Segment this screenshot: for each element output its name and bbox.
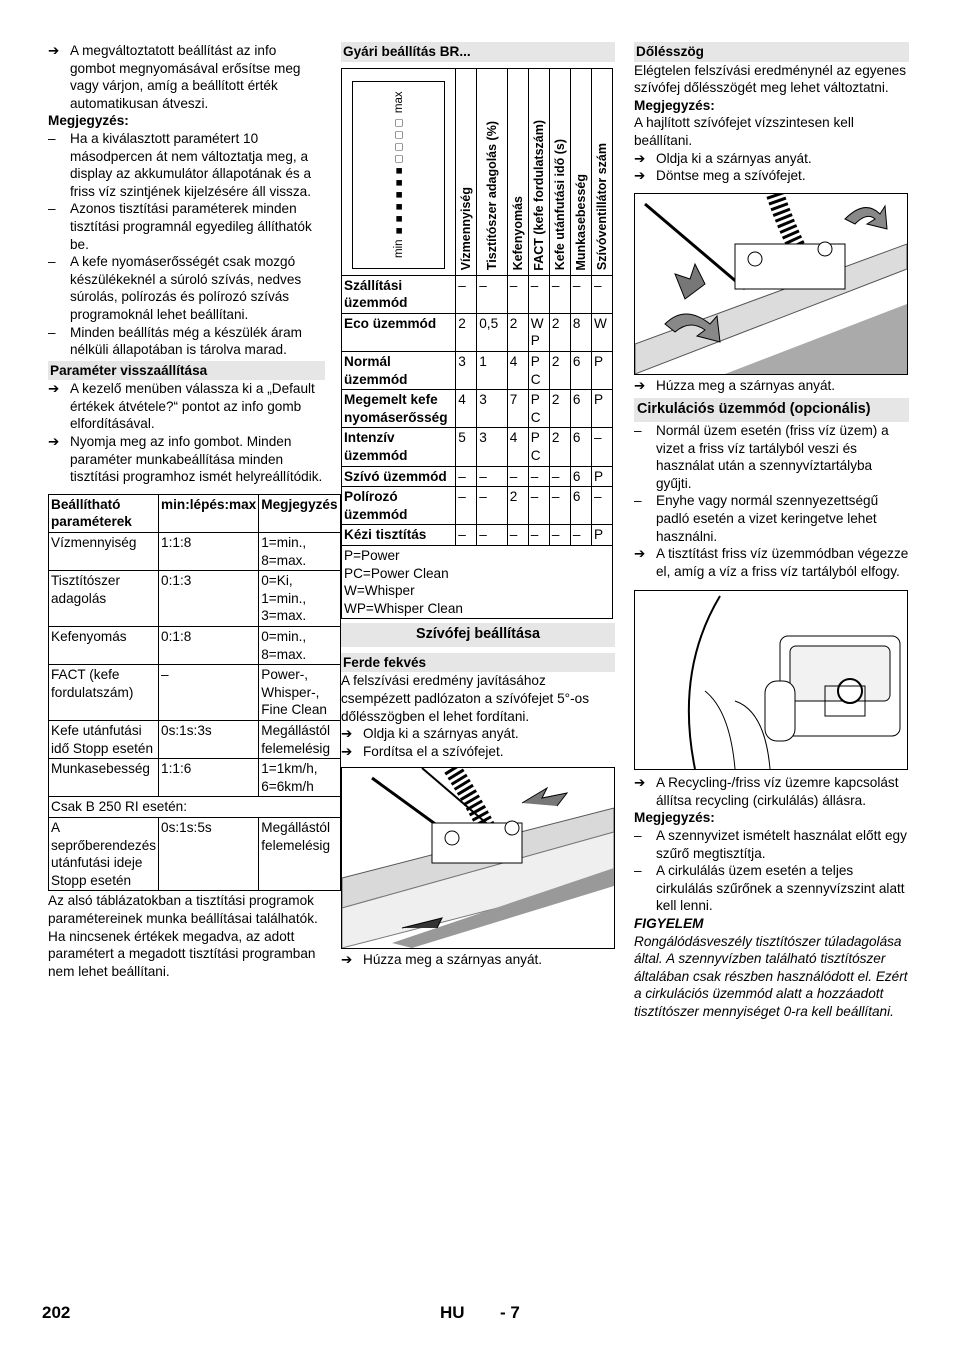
table-cell: 1:1:8 (159, 533, 259, 571)
table-cell: – (477, 487, 508, 525)
column-header: Tisztítószer adagolás (%) (477, 68, 508, 275)
right-arrow-icon: ➔ (634, 168, 646, 184)
right-arrow-icon: ➔ (48, 381, 60, 397)
dash-icon: – (48, 201, 56, 217)
instruction-step: ➔ Oldja ki a szárnyas anyát. (634, 150, 812, 166)
column-header: Munkasebesség (570, 68, 591, 275)
table-cell: Kefenyomás (49, 627, 159, 665)
table-cell: – (528, 487, 549, 525)
legend-item: PC=Power Clean (344, 565, 449, 581)
table-row (342, 390, 613, 428)
list-item: – Normál üzem esetén (friss víz üzem) a vizet a friss víz tartályból veszi és használat után a szennyvíztartályba gyűjti. (634, 422, 889, 491)
legend-item: P=Power (344, 547, 400, 563)
row-label: Eco üzemmód (342, 313, 456, 351)
table-row (49, 665, 341, 721)
recycling-switch-figure (634, 590, 908, 770)
table-cell: 1=min., 8=max. (259, 533, 340, 571)
table-cell: 0=min., 8=max. (259, 627, 340, 665)
left-column (48, 42, 338, 980)
instruction-step: ➔ Oldja ki a szárnyas anyát. (341, 726, 519, 742)
reset-heading: Paraméter visszaállítása (48, 361, 325, 381)
right-arrow-icon: ➔ (341, 952, 353, 968)
dash-icon: – (634, 863, 642, 879)
table-row (49, 571, 341, 627)
table-cell: 5 (456, 428, 477, 466)
instruction-step: ➔ Húzza meg a szárnyas anyát. (634, 377, 836, 393)
table-cell: 4 (507, 428, 528, 466)
row-label: Megemelt kefe nyomáserősség (342, 390, 456, 428)
table-cell: P (591, 466, 612, 487)
factory-heading: Gyári beállítás BR... (341, 42, 615, 62)
language-code: HU (440, 1303, 465, 1322)
table-cell: – (507, 275, 528, 313)
table-cell: 2 (549, 351, 570, 389)
warning-text: Rongálódásveszély tisztítószer túladagolása által. A szennyvízben található tisztítószer általában csak részben használódott el. Ezért a cirkulációs üzemmód alatt a hozzáadott tisztítószer mennyiséget 0-ra kell beállítani. (634, 933, 908, 1019)
note-item: – A kefe nyomáserősségét csak mozgó készülékeknél a súroló szívás, nedves súrolás, polírozás és polírozó szívás programoknál lehet beállítani. (48, 254, 302, 322)
row-label: Kézi tisztítás (342, 525, 456, 546)
column-header: Szívóventillátor szám (591, 68, 612, 275)
table-header: min:lépés:max (159, 494, 259, 532)
table-cell: – (456, 525, 477, 546)
column-header: Vízmennyiség (456, 68, 477, 275)
table-cell: – (477, 275, 508, 313)
dash-icon: – (634, 422, 642, 438)
table-row (342, 313, 613, 351)
right-arrow-icon: ➔ (48, 434, 60, 450)
table-cell: – (549, 525, 570, 546)
table-cell: 2 (549, 390, 570, 428)
instruction-step: ➔ Döntse meg a szívófejet. (634, 168, 806, 184)
table-cell: 4 (456, 390, 477, 428)
table-cell: – (591, 428, 612, 466)
row-label: Intenzív üzemmód (342, 428, 456, 466)
dash-icon: – (48, 254, 56, 270)
dash-icon: – (48, 130, 56, 146)
table-cell: – (528, 466, 549, 487)
table-row (49, 797, 341, 818)
column-header: Kefe utánfutási idő (s) (549, 68, 570, 275)
table-cell: P (591, 525, 612, 546)
note-title: Megjegyzés: (634, 97, 715, 113)
table-cell: 0s:1s:3s (159, 720, 259, 758)
note-item: – Ha a kiválasztott paramétert 10 másodpercen át nem változtatja meg, a display az akkumulátor állapotának és a friss víz szintjének kijelzésére áll vissza. (48, 130, 312, 199)
instruction-step: ➔ Fordítsa el a szívófejet. (341, 743, 504, 759)
table-cell: – (549, 466, 570, 487)
table-cell: WP (528, 313, 549, 351)
table-cell: 0,5 (477, 313, 508, 351)
table-cell: PC (528, 428, 549, 466)
table-cell: 6 (570, 487, 591, 525)
table-row (49, 533, 341, 571)
table-cell: – (456, 487, 477, 525)
note-item: – Azonos tisztítási paraméterek minden tisztítási programnál egyedileg állíthatók be. (48, 201, 312, 252)
legend-cell (342, 545, 613, 618)
dash-icon: – (634, 493, 642, 509)
scale-header (342, 68, 456, 275)
instruction-step: ➔ Húzza meg a szárnyas anyát. (341, 952, 543, 968)
note-title: Megjegyzés: (48, 113, 129, 129)
right-arrow-icon: ➔ (634, 546, 646, 562)
table-row (342, 487, 613, 525)
table-cell: 6 (570, 390, 591, 428)
page-number: 202 (42, 1303, 71, 1322)
suction-head-rotate-figure (341, 767, 615, 949)
table-row (342, 428, 613, 466)
table-cell: 0=Ki, 1=min., 3=max. (259, 571, 340, 627)
paragraph: Elégtelen felszívási eredménynél az egyenes szívófej dőlésszögét meg lehet változtatni. (634, 62, 907, 96)
table-cell: Tisztítószer adagolás (49, 571, 159, 627)
column-header: Kefenyomás (507, 68, 528, 275)
right-arrow-icon: ➔ (634, 377, 646, 393)
suction-head-tilt-figure (634, 193, 908, 375)
section-title: Szívófej beállítása (341, 623, 615, 647)
row-label: Polírozó üzemmód (342, 487, 456, 525)
table-cell: Megállástól felemelésig (259, 817, 340, 890)
table-cell: – (549, 275, 570, 313)
table-cell: Csak B 250 RI esetén: (49, 797, 341, 818)
table-cell: – (528, 275, 549, 313)
scale-box (352, 81, 445, 269)
table-cell: W (591, 313, 612, 351)
scale-label: min ■■■■■■□□□□ max (392, 91, 405, 258)
right-arrow-icon: ➔ (341, 743, 353, 759)
column-header: FACT (kefe fordulatszám) (528, 68, 549, 275)
dash-icon: – (48, 324, 56, 340)
table-cell: 0s:1s:5s (159, 817, 259, 890)
note-item: – A szennyvizet ismételt használat előtt egy szűrő megtisztítja. (634, 828, 907, 861)
table-cell: 4 (507, 351, 528, 389)
table-row (49, 759, 341, 797)
instruction-step: ➔ A tisztítást friss víz üzemmódban végezze el, amíg a víz a friss víz tartályból elfogy. (634, 546, 909, 579)
table-cell: – (456, 466, 477, 487)
table-cell: 6 (570, 428, 591, 466)
table-cell: – (507, 525, 528, 546)
table-cell: 8 (570, 313, 591, 351)
table-cell: 3 (477, 390, 508, 428)
table-cell: 2 (507, 313, 528, 351)
table-header-row (49, 494, 341, 532)
circulation-heading: Cirkulációs üzemmód (opcionális) (634, 398, 909, 422)
right-arrow-icon: ➔ (634, 775, 646, 791)
right-arrow-icon: ➔ (48, 43, 60, 58)
sub-heading: Ferde fekvés (341, 653, 615, 673)
legend-item: W=Whisper (344, 583, 415, 599)
table-header-row (342, 68, 613, 275)
row-label: Normál üzemmód (342, 351, 456, 389)
tilt-heading: Dőlésszög (634, 42, 909, 62)
paragraph: A felszívási eredmény javításához csempézett padlózaton a szívófejet 5°-os dőlésszögben el lehet fordítani. (341, 673, 589, 724)
right-column (634, 42, 909, 1021)
table-cell: FACT (kefe fordulatszám) (49, 665, 159, 721)
table-cell: 3 (456, 351, 477, 389)
table-row (342, 525, 613, 546)
paragraph: A hajlított szívófejet vízszintesen kell beállítani. (634, 115, 854, 148)
table-cell: 3 (477, 428, 508, 466)
table-cell: – (570, 525, 591, 546)
table-cell: – (591, 275, 612, 313)
legend-item: WP=Whisper Clean (344, 600, 463, 616)
table-row (342, 351, 613, 389)
table-cell: 2 (456, 313, 477, 351)
instruction-step: ➔ A megváltoztatott beállítást az info gombot megnyomásával erősítse meg vagy várjon, amíg a beállított érték automatikusan átveszi. (48, 43, 301, 111)
table-cell: – (456, 275, 477, 313)
warning-title: FIGYELEM (634, 916, 704, 932)
table-cell: – (570, 275, 591, 313)
middle-column (341, 42, 615, 969)
table-header: Beállítható paraméterek (49, 494, 159, 532)
table-cell: Power-, Whisper-, Fine Clean (259, 665, 340, 721)
note-item: – Minden beállítás még a készülék áram nélküli állapotában is tárolva marad. (48, 324, 302, 358)
table-cell: PC (528, 390, 549, 428)
table-cell: 6 (570, 351, 591, 389)
table-cell: A seprőberendezés utánfutási ideje Stopp esetén (49, 817, 159, 890)
legend-row (342, 545, 613, 618)
table-cell: 2 (549, 313, 570, 351)
table-row (49, 720, 341, 758)
note-title: Megjegyzés: (634, 810, 715, 826)
instruction-step: ➔ A kezelő menüben válassza ki a „Default értékek átvétele?“ pontot az info gomb elfordításával. (48, 381, 315, 432)
table-cell: 1=1km/h, 6=6km/h (259, 759, 340, 797)
table-cell: – (591, 487, 612, 525)
right-arrow-icon: ➔ (634, 150, 646, 166)
closing-paragraph: Az alsó táblázatokban a tisztítási programok paramétereinek munka beállításai találhatók. Ha nincsenek értékek megadva, az adott paramétert a megadott tisztítási programban nem lehet beállítani. (48, 893, 318, 979)
table-row (49, 817, 341, 890)
table-cell: 0:1:8 (159, 627, 259, 665)
table-cell: Vízmennyiség (49, 533, 159, 571)
tilt-illustration (635, 194, 907, 374)
table-cell: – (549, 487, 570, 525)
table-cell: 0:1:3 (159, 571, 259, 627)
table-cell: 1:1:6 (159, 759, 259, 797)
table-row (49, 627, 341, 665)
instruction-step: ➔ A Recycling-/friss víz üzemre kapcsolást állítsa recycling (cirkulálás) állásra. (634, 775, 899, 808)
table-cell: 6 (570, 466, 591, 487)
list-item: – Enyhe vagy normál szennyezettségű padló esetén a vizet keringetve lehet használni. (634, 493, 879, 544)
parameter-table (48, 494, 341, 891)
table-cell: – (159, 665, 259, 721)
table-cell: 1 (477, 351, 508, 389)
recycling-switch-illustration (635, 591, 907, 769)
table-cell: – (477, 466, 508, 487)
table-row (342, 466, 613, 487)
table-cell: 7 (507, 390, 528, 428)
table-cell: PC (528, 351, 549, 389)
row-label: Szívó üzemmód (342, 466, 456, 487)
table-row (342, 275, 613, 313)
table-cell: – (477, 525, 508, 546)
dash-icon: – (634, 828, 642, 844)
table-cell: P (591, 351, 612, 389)
factory-settings-table (341, 68, 613, 620)
note-item: – A cirkulálás üzem esetén a teljes cirkulálás szűrőnek a szennyvízszint alatt kell lenni. (634, 863, 905, 914)
page-reference: - 7 (500, 1303, 520, 1322)
table-cell: P (591, 390, 612, 428)
table-cell: – (507, 466, 528, 487)
table-header: Megjegyzés (259, 494, 340, 532)
suction-head-illustration (342, 768, 614, 948)
table-cell: – (528, 525, 549, 546)
table-cell: Megállástól felemelésig (259, 720, 340, 758)
factory-table-body (342, 275, 613, 545)
table-cell: 2 (549, 428, 570, 466)
table-cell: 2 (507, 487, 528, 525)
row-label: Szállítási üzemmód (342, 275, 456, 313)
table-cell: Munkasebesség (49, 759, 159, 797)
table-cell: Kefe utánfutási idő Stopp esetén (49, 720, 159, 758)
right-arrow-icon: ➔ (341, 726, 353, 742)
instruction-step: ➔ Nyomja meg az info gombot. Minden paraméter munkabeállítása minden tisztítási programhoz ismét helyreállítódik. (48, 434, 323, 485)
